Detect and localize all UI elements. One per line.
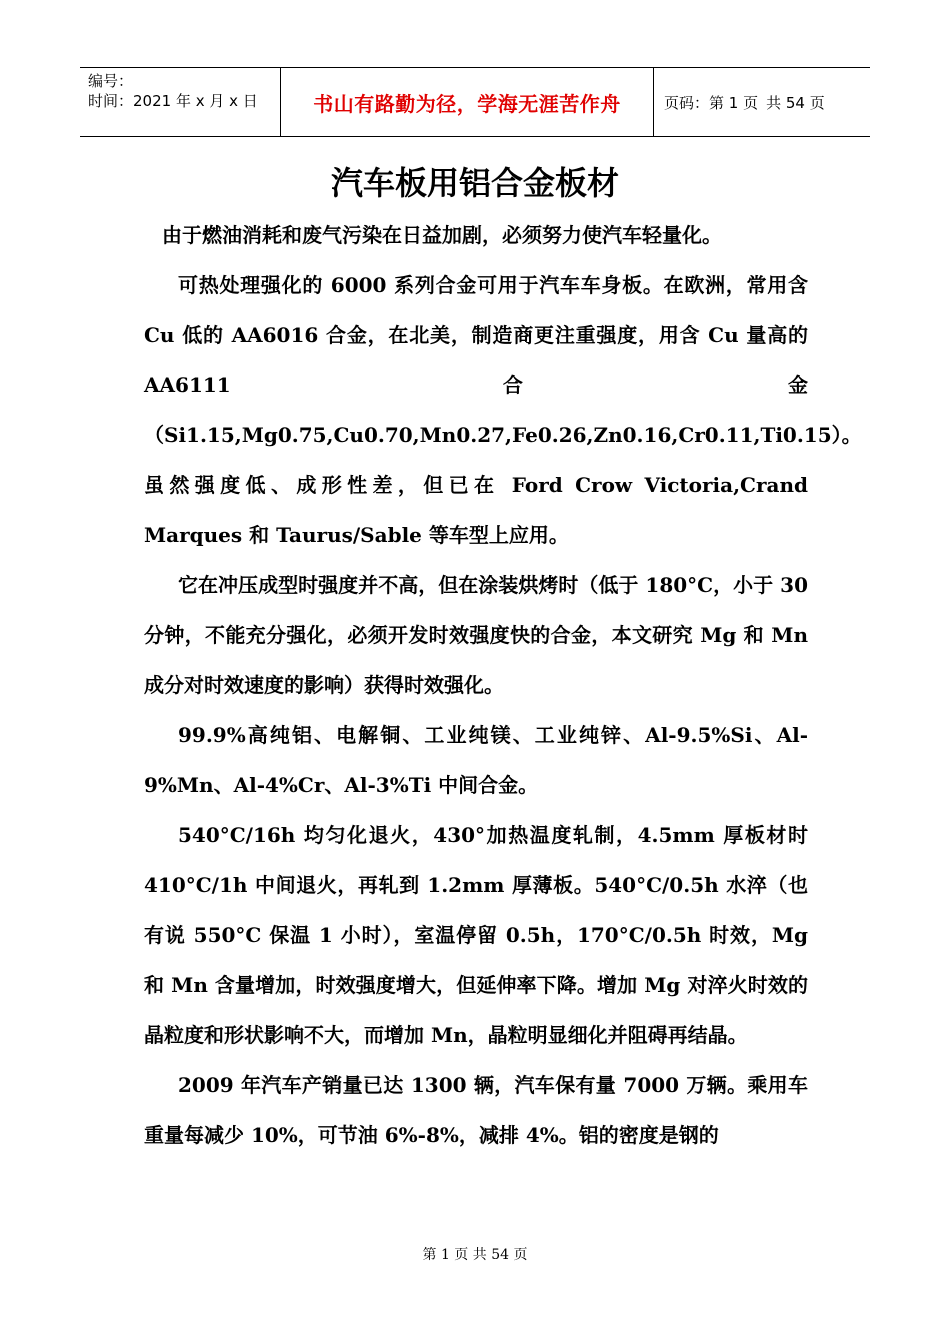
paragraph-2: 可热处理强化的 6000 系列合金可用于汽车车身板。在欧洲，常用含 Cu 低的 AA6016 合金，在北美，制造商更注重强度，用含 Cu 量高的 AA6111 合金（Si1.15,Mg0.75,Cu0.70,Mn0.27,Fe0.26,Zn0.16,Cr0.11,Ti0.15）。虽然强度低、成形性差，但已在 Ford Crow Victoria,Crand Marques 和 Taurus/Sable 等车型上应用。 [144,273,862,547]
document-body [144,210,862,1160]
paragraph-5: 540°C/16h 均匀化退火，430°加热温度轧制，4.5mm 厚板材时 410°C/1h 中间退火，再轧到 1.2mm 厚薄板。540°C/0.5h 水淬（也有说 550°C 保温 1 小时），室温停留 0.5h，170°C/0.5h 时效，Mg 和 Mn 含量增加，时效强度增大，但延伸率下降。增加 Mg 对淬火时效的晶粒度和形状影响不大，而增加 Mn，晶粒明显细化并阻碍再结晶。 [144,823,808,1047]
page-footer: 第 1 页 共 54 页 [422,1247,528,1263]
header-info-cell [80,68,281,136]
header-number-label: 编号： [88,72,134,90]
paragraph-3: 它在冲压成型时强度并不高，但在涂装烘烤时（低于 180°C，小于 30 分钟，不能充分强化，必须开发时效强度快的合金，本文研究 Mg 和 Mn 成分对时效速度的影响）获得时效强化。 [144,573,808,697]
document-header [80,67,870,137]
paragraph-1: 由于燃油消耗和废气污染在日益加剧，必须努力使汽车轻量化。 [162,223,722,247]
document-title: 汽车板用铝合金板材 [330,164,619,202]
header-total-label: 共 54 页 [766,93,825,112]
header-motto: 书山有路勤为径，学海无涯苦作舟 [313,91,621,116]
header-page-label: 页码：第 1 页 [664,93,759,112]
paragraph-4: 99.9%高纯铝、电解铜、工业纯镁、工业纯锌、Al-9.5%Si、Al-9%Mn、Al-4%Cr、Al-3%Ti 中间合金。 [144,723,808,797]
header-page-cell [654,68,870,136]
paragraph-6: 2009 年汽车产销量已达 1300 辆，汽车保有量 7000 万辆。乘用车重量每减少 10%，可节油 6%-8%，减排 4%。铝的密度是钢的 [144,1073,808,1147]
header-motto-cell [281,68,654,136]
header-date-label: 时间：2021 年 x 月 x 日 [88,92,258,110]
